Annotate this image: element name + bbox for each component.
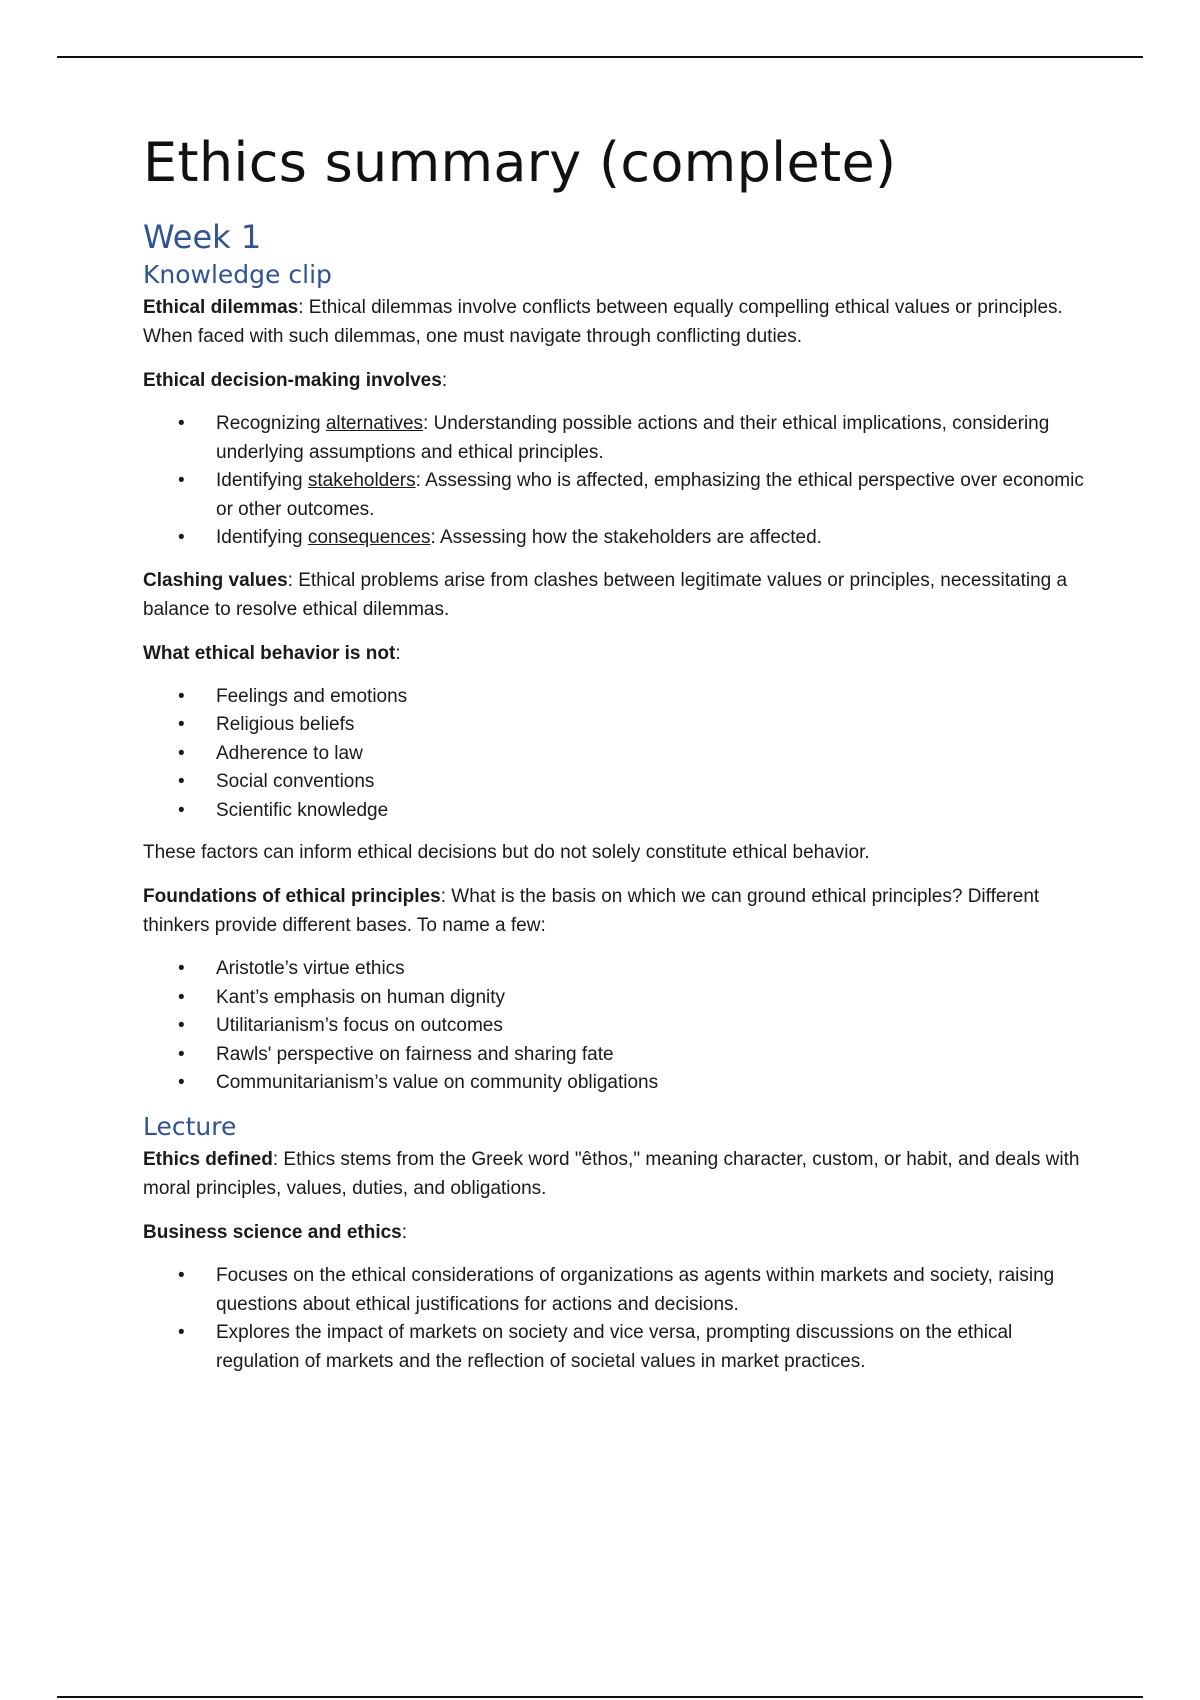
list-item: • Scientific knowledge <box>143 797 1093 826</box>
suffix-not-ethical: : <box>395 642 401 664</box>
paragraph-ethical-dilemmas <box>143 293 1093 351</box>
item-prefix: Identifying <box>216 470 308 492</box>
item-keyword: consequences <box>307 527 431 549</box>
paragraph-not-ethical-note: These factors can inform ethical decisions but do not solely constitute ethical behavior. <box>143 842 870 864</box>
list-item <box>143 524 1093 553</box>
heading-lecture: Lecture <box>143 1111 237 1141</box>
bottom-footer-rule <box>57 1696 1143 1698</box>
suffix-decision-making: : <box>441 370 448 392</box>
list-item: • Kant’s emphasis on human dignity <box>143 984 1093 1013</box>
item-rest: : Assessing who is affected, emphasizing the ethical perspective over economic or other outcomes. <box>216 470 1084 520</box>
item-keyword: alternatives <box>325 413 424 435</box>
list-item: • Adherence to law <box>143 740 1093 769</box>
term-ethical-dilemmas: Ethical dilemmas <box>143 297 299 319</box>
list-item: • Explores the impact of markets on society and vice versa, prompting discussions on the ethical regulation of markets and the reflection of societal values in market practices. <box>143 1319 1093 1376</box>
list-item <box>143 410 1093 467</box>
list-item: • Feelings and emotions <box>143 683 1093 712</box>
list-item: • Communitarianism’s value on community obligations <box>143 1069 1093 1098</box>
list-item: • Religious beliefs <box>143 711 1093 740</box>
item-prefix: Recognizing <box>216 413 326 435</box>
item-prefix: Identifying <box>216 527 308 549</box>
list-item <box>143 467 1093 524</box>
paragraph-decision-making <box>143 366 1093 395</box>
list-item: • Focuses on the ethical considerations of organizations as agents within markets and society, raising questions about ethical justifications for actions and decisions. <box>143 1262 1093 1319</box>
term-not-ethical: What ethical behavior is not <box>143 642 396 664</box>
item-rest: : Assessing how the stakeholders are affected. <box>430 527 822 549</box>
text-ethics-defined: : Ethics stems from the Greek word "êthos," meaning character, custom, or habit, and deals with moral principles, values, duties, and obligations. <box>143 1149 1080 1200</box>
heading-week-1: Week 1 <box>143 218 262 257</box>
document-page <box>143 128 1093 1389</box>
paragraph-not-ethical <box>143 639 1093 668</box>
term-business-science: Business science and ethics <box>143 1222 402 1244</box>
paragraph-foundations <box>143 882 1093 940</box>
paragraph-business-science <box>143 1218 1093 1247</box>
suffix-business-science: : <box>401 1222 408 1244</box>
paragraph-ethics-defined <box>143 1145 1093 1203</box>
term-ethics-defined: Ethics defined <box>143 1149 273 1171</box>
text-ethical-dilemmas: : Ethical dilemmas involve conflicts between equally compelling ethical values or principles. When faced with such dilemmas, one must navigate through conflicting duties. <box>143 297 1063 348</box>
text-clashing-values: : Ethical problems arise from clashes between legitimate values or principles, necessitating a balance to resolve ethical dilemmas. <box>143 569 1068 620</box>
item-keyword: stakeholders <box>307 470 416 492</box>
list-business-science <box>143 1262 1093 1376</box>
list-item: • Rawls' perspective on fairness and sharing fate <box>143 1041 1093 1070</box>
item-rest: : Understanding possible actions and their ethical implications, considering underlying assumptions and ethical principles. <box>216 413 1050 463</box>
text-foundations: : What is the basis on which we can ground ethical principles? Different thinkers provide different bases. To name a few: <box>143 886 1040 937</box>
list-foundations <box>143 955 1093 1098</box>
list-not-ethical <box>143 683 1093 826</box>
term-clashing-values: Clashing values <box>143 569 288 591</box>
list-item: • Social conventions <box>143 768 1093 797</box>
heading-knowledge-clip: Knowledge clip <box>143 259 332 289</box>
term-decision-making: Ethical decision-making involves <box>143 370 442 392</box>
list-decision-making <box>143 410 1093 553</box>
top-header-rule <box>57 56 1143 58</box>
list-item: • Aristotle’s virtue ethics <box>143 955 1093 984</box>
list-item: • Utilitarianism’s focus on outcomes <box>143 1012 1093 1041</box>
term-foundations: Foundations of ethical principles <box>143 886 441 908</box>
document-title: Ethics summary (complete) <box>143 131 897 194</box>
paragraph-clashing-values <box>143 566 1093 624</box>
